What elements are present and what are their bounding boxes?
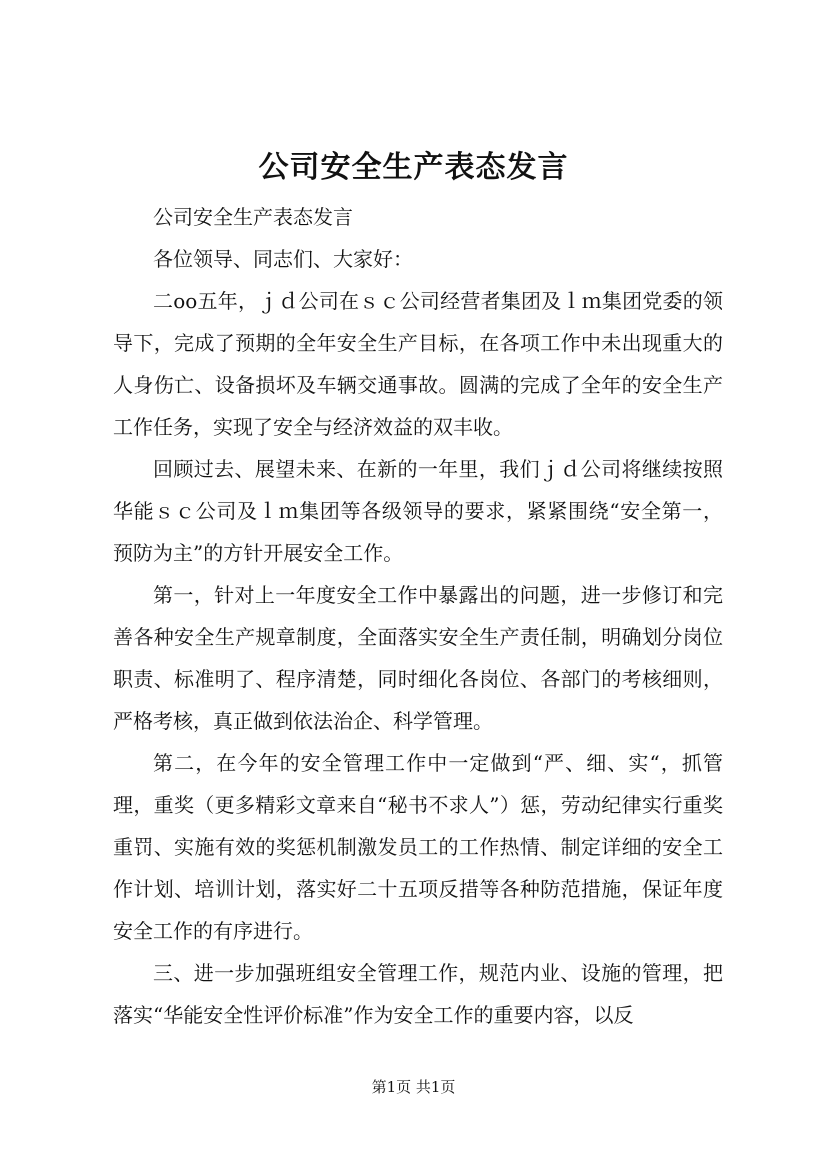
paragraph-point-one: 第一，针对上一年度安全工作中暴露出的问题，进一步修订和完善各种安全生产规章制度，全面落实安全生产责任制，明确划分岗位职责、标准明了、程序清楚，同时细化各岗位、各部门的考核细则，严格考核，真正做到依法治企、科学管理。 <box>113 583 723 733</box>
paragraph-greeting: 各位领导、同志们、大家好： <box>153 247 413 271</box>
paragraph-heading-repeat: 公司安全生产表态发言 <box>153 205 353 229</box>
paragraph-point-two: 第二，在今年的安全管理工作中一定做到“严、细、实“，抓管理，重奖（更多精彩文章来自“秘书不求人”）惩，劳动纪律实行重奖重罚、实施有效的奖惩机制激发员工的工作热情、制定详细的安全工作计划、培训计划，落实好二十五项反措等各种防范措施，保证年度安全工作的有序进行。 <box>113 751 723 943</box>
paragraph-point-three: 三、进一步加强班组安全管理工作，规范内业、设施的管理，把落实“华能安全性评价标准”作为安全工作的重要内容，以反 <box>113 961 723 1027</box>
page-footer: 第1页 共1页 <box>371 1078 456 1096</box>
paragraph-review-2005: 二oo五年，ｊｄ公司在ｓｃ公司经营者集团及ｌｍ集团党委的领导下，完成了预期的全年安全生产目标，在各项工作中未出现重大的人身伤亡、设备损坏及车辆交通事故。圆满的完成了全年的安全生产工作任务，实现了安全与经济效益的双丰收。 <box>113 289 723 439</box>
paragraph-outlook: 回顾过去、展望未来、在新的一年里，我们ｊｄ公司将继续按照华能ｓｃ公司及ｌｍ集团等各级领导的要求，紧紧围绕“安全第一，预防为主”的方针开展安全工作。 <box>113 457 723 565</box>
document-title: 公司安全生产表态发言 <box>258 150 569 185</box>
document-body <box>113 196 723 1036</box>
